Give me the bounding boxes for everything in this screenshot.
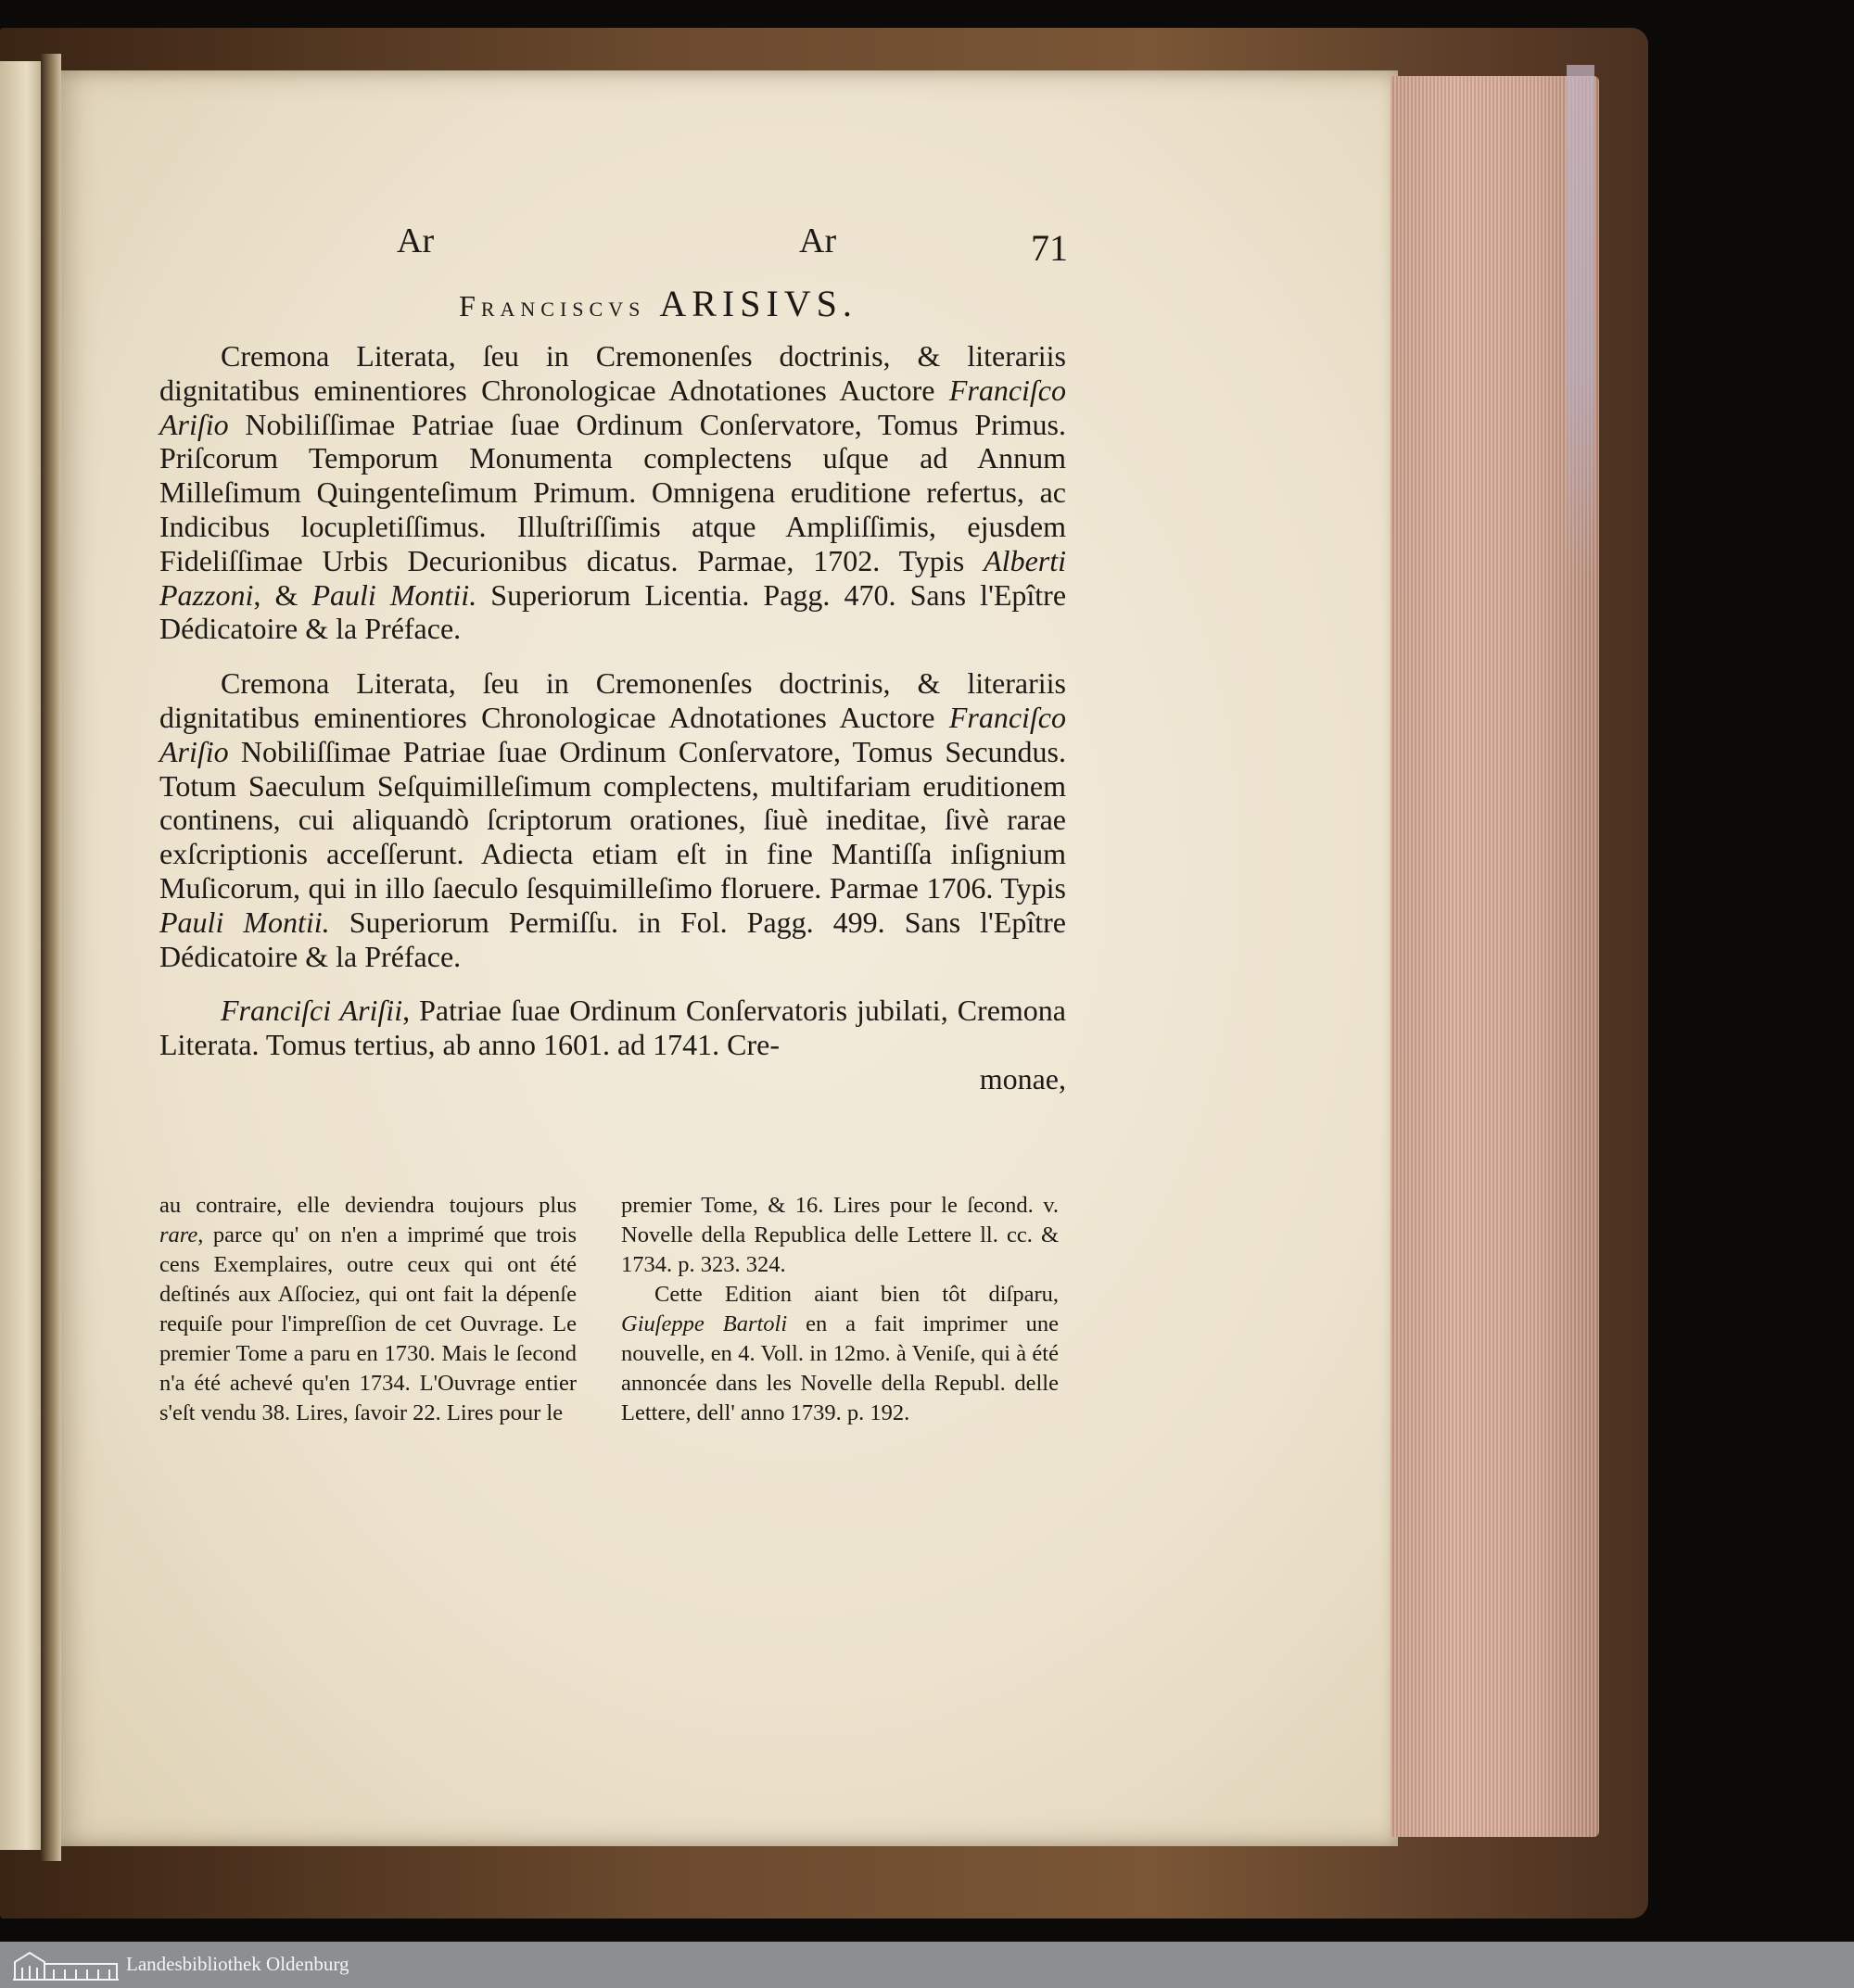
footer-label: Landesbibliothek Oldenburg (126, 1953, 349, 1975)
entry-paragraph-2 (159, 666, 1066, 973)
entry-paragraph-3-tail: monae, (979, 1061, 1066, 1095)
entry-paragraph-1 (159, 339, 1066, 646)
entry-2-text-c: Superiorum Permiſſu. in Fol. Pagg. 499. Sans l'Epître Dédicatoire & la Préface. (159, 905, 1067, 973)
entry-heading (352, 282, 964, 325)
footer-bar (0, 1942, 1854, 1988)
entry-1-printer-b: Pauli Montii. (311, 577, 477, 612)
running-head-left: Ar (397, 222, 435, 260)
footnote-column-right (621, 1191, 1059, 1428)
entry-1-text-a: Cremona Literata, ſeu in Cremonenſes doctrinis, & literariis dignitatibus eminentiores Chronologicae Adnotationes Auctore (159, 339, 1066, 407)
entry-2-text-a: Cremona Literata, ſeu in Cremonenſes doctrinis, & literariis dignitatibus eminentiores Chronologicae Adnotationes Auctore (159, 666, 1066, 734)
entry-2-text-b: Nobiliſſimae Patriae ſuae Ordinum Conſervatore, Tomus Secundus. Totum Saeculum Seſquimilleſimum complectens, multifariam eruditionem continens, cui aliquandò ſcriptorum orationes, ſiuè ineditae, ſivè rarae exſcriptionis acceſſerunt. Adiecta etiam eſt in fine Mantiſſa inſignium Muſicorum, qui in illo ſaeculo ſesquimilleſimo floruere. Parmae 1706. Typis (159, 734, 1066, 905)
entry-2-printer: Pauli Montii. (159, 905, 330, 939)
entry-1-text-d: Superiorum Licentia. Pagg. 470. Sans l'Epître Dédicatoire & la Préface. (159, 577, 1067, 646)
entry-2-author: Franciſco Ariſio (159, 700, 1066, 768)
footnote-left-paragraph (159, 1191, 577, 1428)
library-building-icon (11, 1947, 121, 1982)
running-head-center: Ar (799, 222, 837, 260)
fore-edge-tint (1567, 65, 1594, 584)
footnote-column-left (159, 1191, 577, 1428)
entry-1-text-c: , & (253, 577, 312, 612)
footnote-right-paragraph-1: premier Tome, & 16. Lires pour le ſecond. v. Novelle della Republica delle Lettere ll. cc. & 1734. p. 323. 324. (621, 1193, 1059, 1277)
left-page-edge (0, 61, 44, 1850)
footnote-right-text-a: Cette Edition aiant bien tôt diſparu, (654, 1282, 1059, 1307)
footnote-left-italic: rare (159, 1222, 198, 1247)
entry-1-text-b: Nobiliſſimae Patriae ſuae Ordinum Conſervatore, Tomus Primus. Priſcorum Temporum Monumenta complectens uſque ad Annum Milleſimum Quingenteſimum Primum. Omnigena eruditione refertus, ac Indicibus locupletiſſimus. Illuſtriſſimis atque Ampliſſimis, ejusdem Fideliſſimae Urbis Decurionibus dicatus. Parmae, 1702. Typis (159, 407, 1066, 577)
heading-first-name: Franciscvs (459, 289, 646, 323)
footnote-right-text-b: en a fait imprimer une nouvelle, en 4. Voll. in 12mo. à Veniſe, qui à été annoncée dans les Novelle della Republ. delle Lettere, dell' anno 1739. p. 192. (621, 1311, 1059, 1425)
main-text (159, 339, 1066, 1096)
footnote-right-italic: Giuſeppe Bartoli (621, 1311, 788, 1336)
page-number: 71 (1031, 227, 1068, 269)
entry-paragraph-3 (159, 994, 1066, 1062)
footnote-left-text-a: au contraire, elle deviendra toujours plus (159, 1193, 577, 1218)
entry-1-printer-a: Alberti Pazzoni (159, 543, 1066, 612)
heading-surname: ARISIVS. (659, 283, 857, 324)
entry-1-author: Franciſco Ariſio (159, 373, 1066, 441)
footnote-left-text-b: , parce qu' on n'en a imprimé que trois cens Exemplaires, outre ceux qui ont été deſtinés aux Aſſociez, qui ont fait la dépenſe requiſe pour l'impreſſion de cet Ouvrage. Le premier Tome a paru en 1730. Mais le ſecond n'a été achevé qu'en 1734. L'Ouvrage entier s'eſt vendu 38. Lires, ſavoir 22. Lires pour le (159, 1222, 577, 1425)
entry-3-author: Franciſci Ariſii (221, 994, 403, 1028)
footnote-right-paragraph-2 (621, 1280, 1059, 1428)
book-gutter (41, 54, 61, 1861)
entry-3-text: , Patriae ſuae Ordinum Conſervatoris jubilati, Cremona Literata. Tomus tertius, ab anno 1601. ad 1741. Cre- (159, 994, 1066, 1062)
